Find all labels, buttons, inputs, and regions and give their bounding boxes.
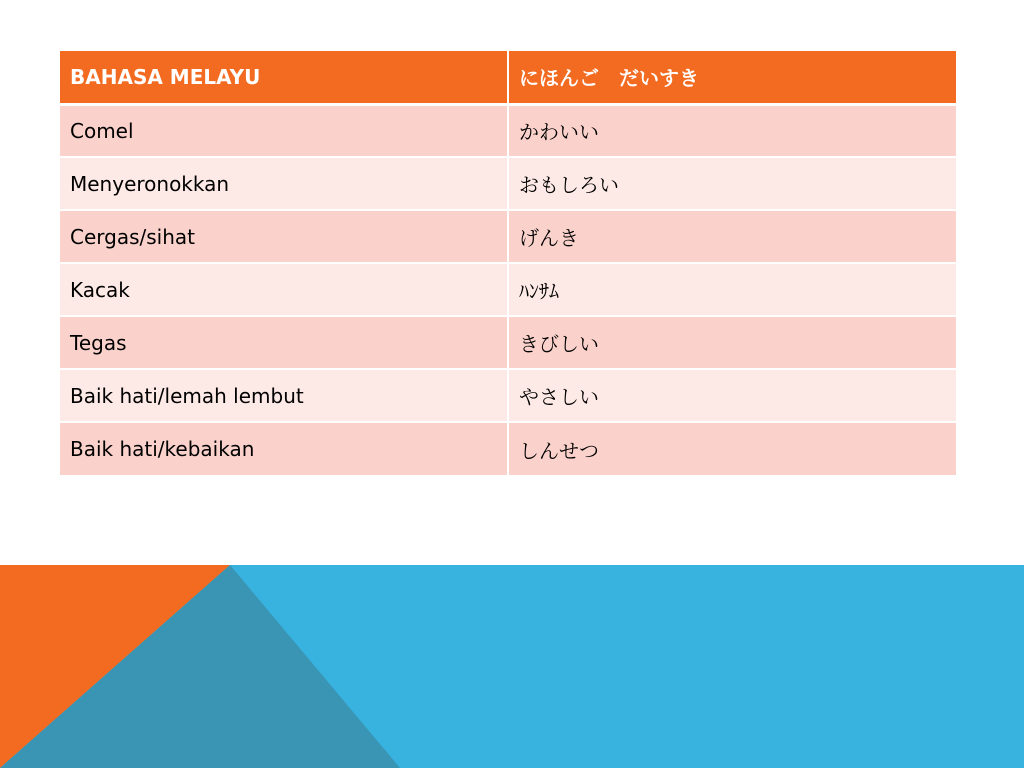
- header-malay: BAHASA MELAYU: [60, 51, 508, 104]
- table-row: [60, 263, 956, 316]
- cell-malay: Baik hati/kebaikan: [60, 422, 508, 475]
- cell-malay: Tegas: [60, 316, 508, 369]
- cell-japanese: きびしい: [508, 316, 956, 369]
- table-row: [60, 422, 956, 475]
- cell-malay: Comel: [60, 104, 508, 157]
- cell-malay: Cergas/sihat: [60, 210, 508, 263]
- header-japanese: にほんご だいすき: [508, 51, 956, 104]
- cell-malay: Baik hati/lemah lembut: [60, 369, 508, 422]
- cell-japanese: やさしい: [508, 369, 956, 422]
- cell-malay: Menyeronokkan: [60, 157, 508, 210]
- cell-japanese: ﾊﾝｻﾑ: [508, 263, 956, 316]
- table-row: [60, 157, 956, 210]
- cell-malay: Kacak: [60, 263, 508, 316]
- vocabulary-table: [60, 51, 956, 475]
- table-header-row: [60, 51, 956, 104]
- table-row: [60, 316, 956, 369]
- table-row: [60, 210, 956, 263]
- decorative-bottom-band: [0, 565, 1024, 768]
- cell-japanese: しんせつ: [508, 422, 956, 475]
- table-row: [60, 104, 956, 157]
- table-row: [60, 369, 956, 422]
- cell-japanese: かわいい: [508, 104, 956, 157]
- cell-japanese: おもしろい: [508, 157, 956, 210]
- cell-japanese: げんき: [508, 210, 956, 263]
